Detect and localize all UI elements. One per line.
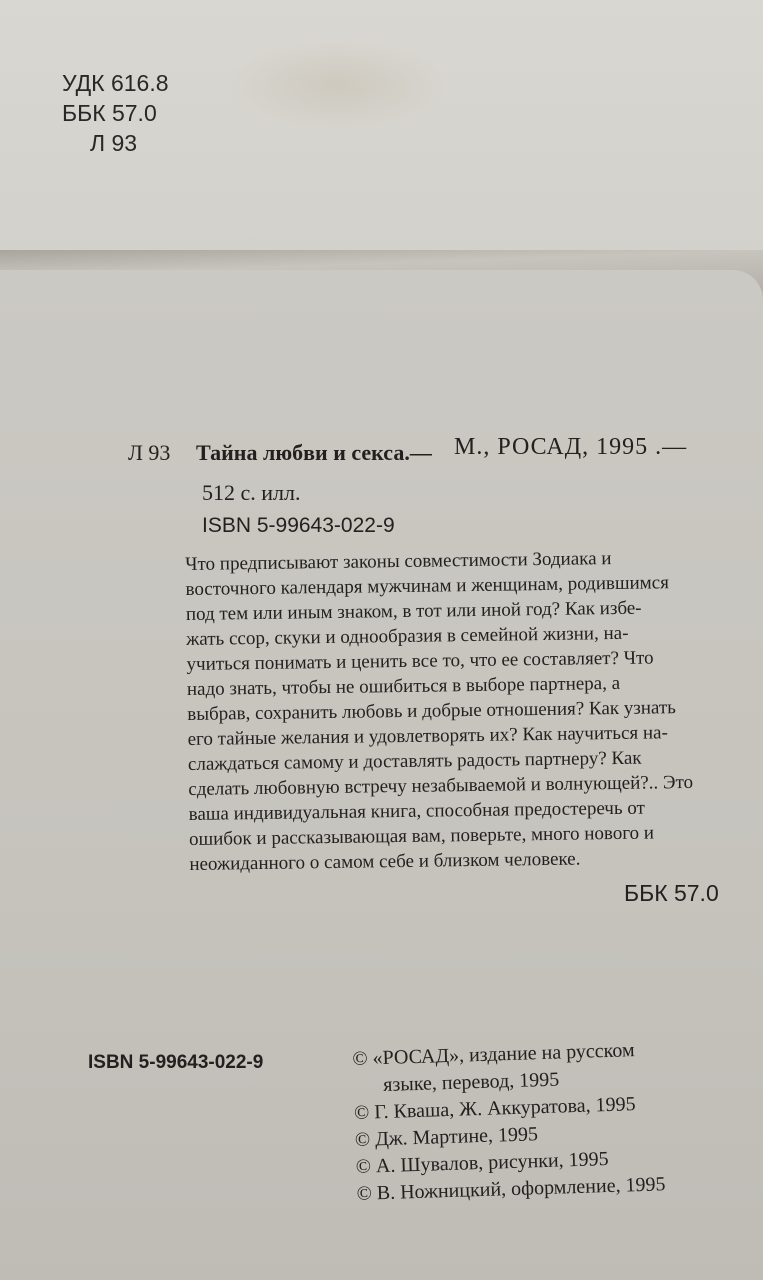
classification-block [62, 68, 169, 158]
bbk-code: ББК 57.0 [62, 100, 157, 126]
annotation-line: неожиданного о самом себе и близком человеке. [189, 848, 581, 875]
udk-code: УДК 616.8 [62, 70, 169, 96]
annotation-paragraph [185, 544, 741, 877]
isbn-number: ISBN 5-99643-022-9 [88, 1052, 264, 1073]
annotation-line: сделать любовную встречу незабываемой и волнующей?.. Это [188, 771, 694, 800]
annotation-line: учиться понимать и ценить все то, что ее составляет? Что [186, 647, 654, 675]
catalog-isbn: ISBN 5-99643-022-9 [202, 514, 395, 537]
annotation-line: выбрав, сохранить любовь и добрые отношения? Как узнать [187, 697, 677, 725]
previous-page [0, 0, 763, 252]
annotation-line: надо знать, чтобы не ошибиться в выборе партнера, а [186, 672, 621, 700]
bbk-index: ББК 57.0 [624, 880, 719, 906]
annotation-line: под тем или иным знаком, в тот или иной год? Как избе- [185, 597, 642, 625]
catalog-title: Тайна любви и секса.— [196, 440, 432, 465]
copyright-line: © Дж. Мартине, 1995 [354, 1123, 539, 1151]
annotation-line: слаждаться самому и доставлять радость партнеру? Как [187, 747, 642, 775]
copyright-line: © В. Ножницкий, оформление, 1995 [356, 1173, 666, 1205]
annotation-line: Что предписывают законы совместимости Зодиака и [185, 548, 612, 575]
annotation-line: жать ссор, скуки и однообразия в семейной жизни, на- [186, 622, 629, 650]
copyright-block [352, 1033, 757, 1207]
copyright-line: © «РОСАД», издание на русском [352, 1039, 635, 1070]
copyright-line: © А. Шувалов, рисунки, 1995 [355, 1148, 609, 1178]
annotation-line: его тайные желания и удовлетворять их? Как научиться на- [187, 722, 669, 750]
copyright-line: языке, перевод, 1995 [382, 1068, 560, 1097]
catalog-publisher: М., РОСАД, 1995 .— [454, 434, 688, 460]
copyright-line: © Г. Кваша, Ж. Аккуратова, 1995 [353, 1093, 636, 1124]
catalog-pages: 512 с. илл. [202, 480, 301, 505]
annotation-line: восточного календаря мужчинам и женщинам, родившимся [185, 572, 670, 600]
show-through-stain [228, 40, 448, 130]
annotation-line: ваша индивидуальная книга, способная предостеречь от [188, 797, 646, 825]
catalog-author-sign: Л 93 [128, 440, 171, 465]
annotation-line: ошибок и рассказывающая вам, поверьте, много нового и [188, 822, 655, 850]
author-sign: Л 93 [90, 130, 138, 156]
